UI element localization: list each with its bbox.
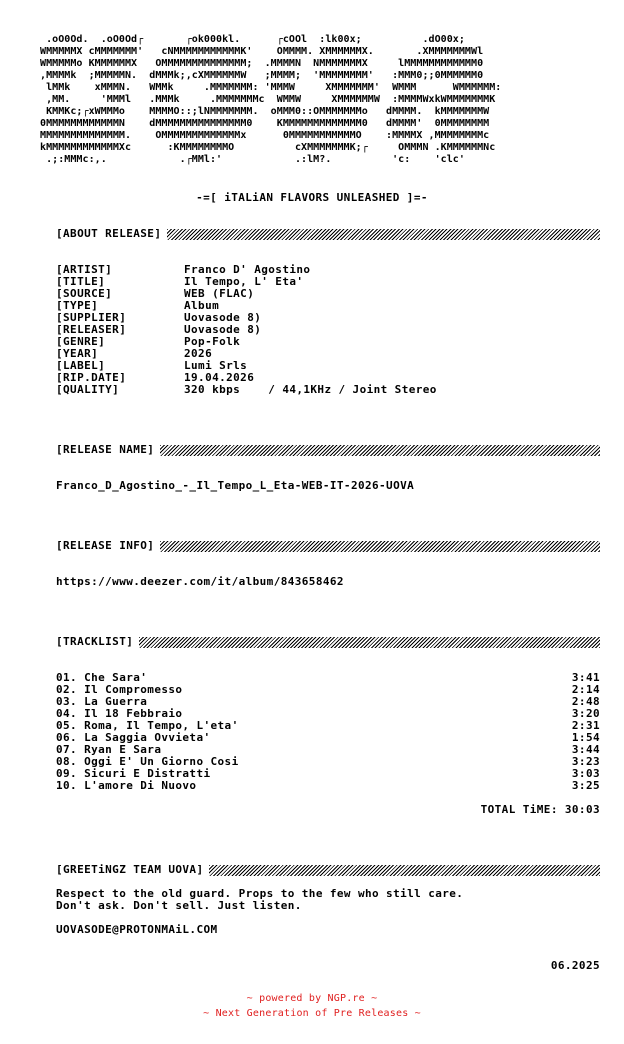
footer-link-tagline[interactable]: ~ Next Generation of Pre Releases ~ [203, 1008, 421, 1019]
section-title-release-name: [RELEASE NAME] [56, 443, 155, 456]
field-key: [TITLE] [56, 275, 106, 288]
hatch-divider [160, 445, 600, 456]
contact-email[interactable]: UOVASODE@PROTONMAiL.COM [56, 923, 218, 936]
field-value: Franco D' Agostino [184, 263, 311, 276]
section-header-greetings [56, 864, 600, 876]
track-title: 10. L'amore Di Nuovo [56, 779, 197, 792]
section-header-tracklist [56, 636, 600, 648]
field-value: Uovasode 8) [184, 311, 262, 324]
group-tagline: -=[ iTALiAN FLAVORS UNLEASHED ]=- [196, 191, 428, 204]
track-title: 05. Roma, Il Tempo, L'eta' [56, 719, 239, 732]
field-value: Uovasode 8) [184, 323, 262, 336]
field-value: 2026 [184, 347, 213, 360]
field-value: Il Tempo, L' Eta' [184, 275, 304, 288]
track-time: 3:41 [571, 671, 600, 684]
field-key: [RELEASER] [56, 323, 127, 336]
footer-powered-by [0, 993, 624, 1004]
group-ascii-logo: .oO0Od. .oO0Od┌ ┌ok000kl. ┌cOOl :lk00x; .dO00x; WMMMMMX cMMMMMMM' cNMMMMMMMMMMMK' OMMMM. XMMMMMMX. .XMMMMMMMWl WMMMMMo KMMMMMMX OMMMMMMMMMMMMMM; .MMMMN NMMMMMMMX lMMMMMMMMMMMM0 ,MMMMk ;MMMMMN. dMMMk;,cXMMMMMMW ;MMMM; 'MMMMMMMM' :MMM0;;0MMMMMM0 lMMk xMMMN. WMMk .MMMMMMM: 'MMMW XMMMMMMM' WMMM WMMMMMM: ,MM. 'MMMl .MMMk .MMMMMMMc WMMW XMMMMMMW :MMMMWxkWMMMMMMMK KMMKc;┌xWMMMo MMMMO::;lNMMMMMMM. oMMM0::OMMMMMMMo dMMMM. kMMMMMMMW 0MMMMMMMMMMMMN dMMMMMMMMMMMMMMM0 KMMMMMMMMMMMMM0 dMMMM' 0MMMMMMMM MMMMMMMMMMMMMM. OMMMMMMMMMMMMMx 0MMMMMMMMMMMO :MMMMX ,MMMMMMMMc kMMMMMMMMMMMMXc :KMMMMMMMMO cXMMMMMMMK;┌ OMMMN .KMMMMMMNc .;:MMMc:,. .┌MMl:' .:lM?. 'c: 'clc' [40, 34, 502, 165]
field-quality [56, 384, 437, 396]
track-time: 3:03 [571, 767, 600, 780]
hatch-divider [160, 541, 600, 552]
field-value: Lumi Srls [184, 359, 248, 372]
field-key: [SUPPLIER] [56, 311, 127, 324]
track-time: 3:20 [571, 707, 600, 720]
footer-tagline [0, 1008, 624, 1019]
section-title-about: [ABOUT RELEASE] [56, 227, 162, 240]
track-title: 07. Ryan E Sara [56, 743, 162, 756]
field-value: Pop-Folk [184, 335, 241, 348]
track-title: 03. La Guerra [56, 695, 148, 708]
field-value: 19.04.2026 [184, 371, 255, 384]
release-date: 06.2025 [550, 959, 600, 972]
field-key: [LABEL] [56, 359, 106, 372]
greetings-line-2: Don't ask. Don't sell. Just listen. [56, 899, 302, 912]
hatch-divider [209, 865, 600, 876]
track-title: 04. Il 18 Febbraio [56, 707, 183, 720]
track-title: 02. Il Compromesso [56, 683, 183, 696]
track-time: 2:48 [571, 695, 600, 708]
track-row [56, 780, 600, 792]
field-key: [GENRE] [56, 335, 106, 348]
field-key: [ARTIST] [56, 263, 113, 276]
release-info-link[interactable]: https://www.deezer.com/it/album/843658462 [56, 575, 344, 588]
field-key: [RIP.DATE] [56, 371, 127, 384]
field-key: [YEAR] [56, 347, 99, 360]
field-value: WEB (FLAC) [184, 287, 255, 300]
field-key: [SOURCE] [56, 287, 113, 300]
field-key: [TYPE] [56, 299, 99, 312]
track-title: 09. Sicuri E Distratti [56, 767, 211, 780]
greetings-line-1: Respect to the old guard. Props to the few who still care. [56, 887, 464, 900]
track-title: 01. Che Sara' [56, 671, 148, 684]
track-time: 2:31 [571, 719, 600, 732]
track-title: 06. La Saggia Ovvieta' [56, 731, 211, 744]
hatch-divider [167, 229, 600, 240]
section-title-tracklist: [TRACKLIST] [56, 635, 134, 648]
track-time: 3:23 [571, 755, 600, 768]
section-title-greetings: [GREETiNGZ TEAM UOVA] [56, 863, 204, 876]
hatch-divider [139, 637, 600, 648]
field-key: [QUALITY] [56, 383, 120, 396]
track-time: 3:25 [571, 779, 600, 792]
track-time: 2:14 [571, 683, 600, 696]
section-header-release-name [56, 444, 600, 456]
total-time: TOTAL TiME: 30:03 [480, 803, 600, 816]
section-title-release-info: [RELEASE INFO] [56, 539, 155, 552]
field-value: Album [184, 299, 220, 312]
track-time: 1:54 [571, 731, 600, 744]
track-title: 08. Oggi E' Un Giorno Cosi [56, 755, 239, 768]
track-time: 3:44 [571, 743, 600, 756]
footer-link-ngp[interactable]: ~ powered by NGP.re ~ [246, 993, 378, 1004]
section-header-release-info [56, 540, 600, 552]
release-name-text: Franco_D_Agostino_-_Il_Tempo_L_Eta-WEB-IT-2026-UOVA [56, 479, 415, 492]
field-value: 320 kbps / 44,1KHz / Joint Stereo [184, 383, 437, 396]
section-header-about [56, 228, 600, 240]
